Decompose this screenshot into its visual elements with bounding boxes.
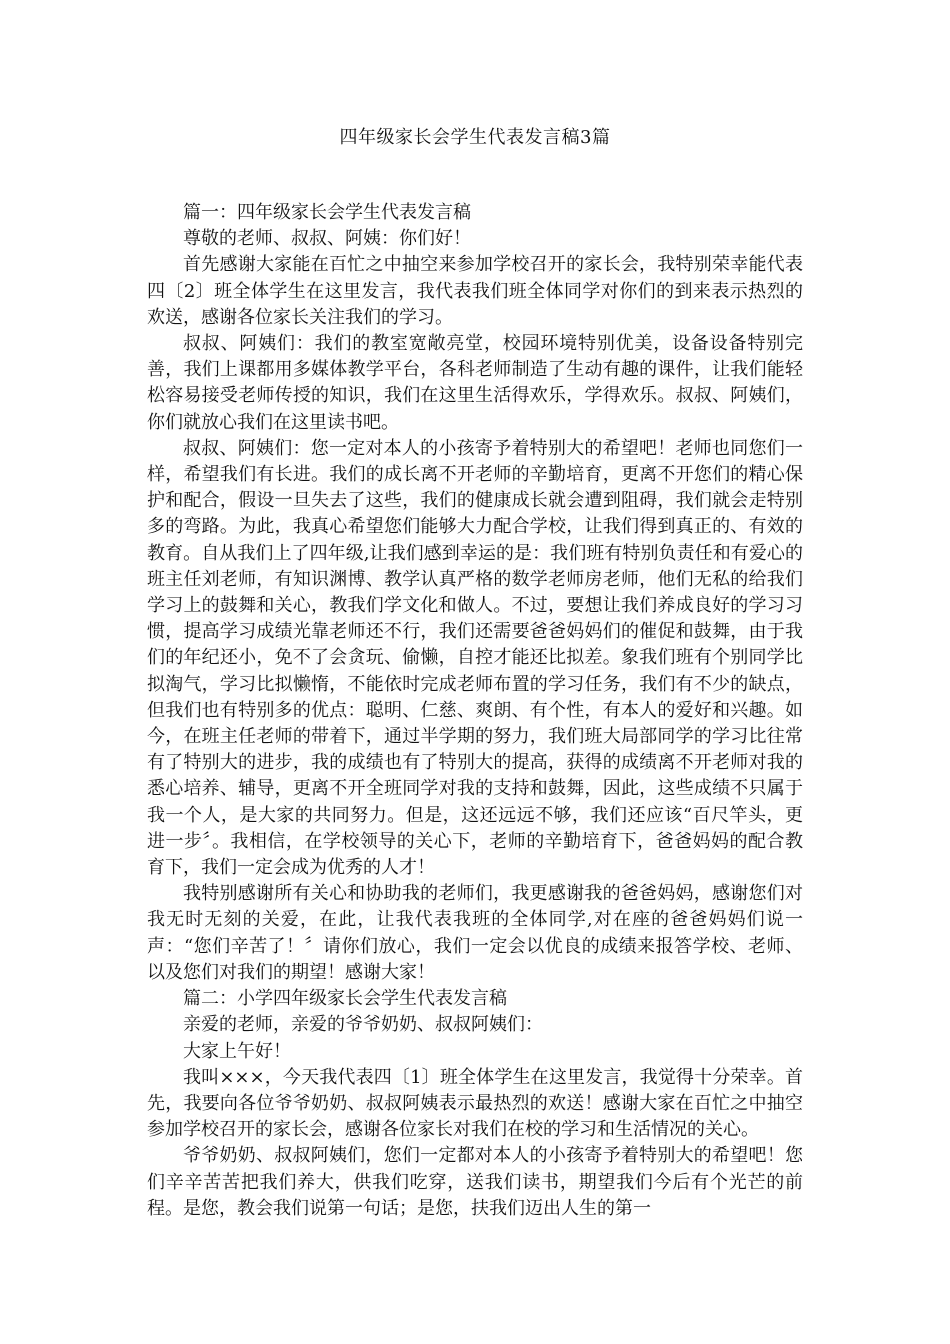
body-paragraph: 首先感谢大家能在百忙之中抽空来参加学校召开的家长会，我特别荣幸能代表四〔2〕班全体学生在这里发言，我代表我们班全体同学对你们的到来表示热烈的欢送，感谢各位家长关注我们的学习。 <box>147 254 803 328</box>
document-title: 四年级家长会学生代表发言稿3篇 <box>339 127 611 148</box>
body-paragraph: 我叫×××，今天我代表四〔1〕班全体学生在这里发言，我觉得十分荣幸。首先，我要向各位爷爷奶奶、叔叔阿姨表示最热烈的欢送！感谢大家在百忙之中抽空参加学校召开的家长会，感谢各位家长对我们在校的学习和生活情况的关心。 <box>147 1066 803 1141</box>
document-body <box>147 200 803 1222</box>
section-heading-1: 篇一：四年级家长会学生代表发言稿 <box>183 202 471 223</box>
section-heading-2: 篇二：小学四年级家长会学生代表发言稿 <box>183 988 507 1010</box>
body-paragraph: 我特别感谢所有关心和协助我的老师们，我更感谢我的爸爸妈妈，感谢您们对我无时无刻的关爱，在此，让我代表我班的全体同学,对在座的爸爸妈妈们说一声：“您们辛苦了！〞请你们放心，我们一定会以优良的成绩来报答学校、老师、以及您们对我们的期望！感谢大家！ <box>147 883 803 983</box>
salutation-1: 尊敬的老师、叔叔、阿姨：你们好！ <box>183 228 471 250</box>
greeting: 大家上午好！ <box>183 1040 291 1062</box>
body-paragraph: 叔叔、阿姨们：您一定对本人的小孩寄予着特别大的希望吧！老师也同您们一样，希望我们有长进。我们的成长离不开老师的辛勤培育，更离不开您们的精心保护和配合，假设一旦失去了这些，我们的健康成长就会遭到阻碍，我们就会走特别多的弯路。为此，我真心希望您们能够大力配合学校，让我们得到真正的、有效的教育。自从我们上了四年级,让我们感到幸运的是：我们班有特别负责任和有爱心的班主任刘老师，有知识渊博、教学认真严格的数学老师房老师，他们无私的给我们学习上的鼓舞和关心，教我们学文化和做人。不过，要想让我们养成良好的学习习惯，提高学习成绩光靠老师还不行，我们还需要爸爸妈妈们的催促和鼓舞，由于我们的年纪还小，免不了会贪玩、偷懒，自控才能还比拟差。象我们班有个别同学比拟淘气，学习比拟懒惰，不能依时完成老师布置的学习任务，我们有不少的缺点，但我们也有特别多的优点：聪明、仁慈、爽朗、有个性，有本人的爱好和兴趣。如今，在班主任老师的带着下，通过半学期的努力，我们班大局部同学的学习比往常有了特别大的进步，我的成绩也有了特别大的提高，获得的成绩离不开老师对我的悉心培养、辅导，更离不开全班同学对我的支持和鼓舞，因此，这些成绩不只属于我一个人，是大家的共同努力。但是，这还远远不够，我们还应该“百尺竿头，更进一步〞。我相信，在学校领导的关心下，老师的辛勤培育下，爸爸妈妈的配合教育下，我们一定会成为优秀的人才！ <box>147 437 803 879</box>
body-paragraph: 叔叔、阿姨们：我们的教室宽敞亮堂，校园环境特别优美，设备设备特别完善，我们上课都用多媒体教学平台，各科老师制造了生动有趣的课件，让我们能轻松容易接受老师传授的知识，我们在这里生活得欢乐，学得欢乐。叔叔、阿姨们，你们就放心我们在这里读书吧。 <box>147 333 803 433</box>
salutation-2: 亲爱的老师，亲爱的爷爷奶奶、叔叔阿姨们： <box>183 1014 543 1036</box>
body-paragraph: 爷爷奶奶、叔叔阿姨们，您们一定都对本人的小孩寄予着特别大的希望吧！您们辛辛苦苦把我们养大，供我们吃穿，送我们读书，期望我们今后有个光芒的前程。是您，教会我们说第一句话；是您，扶我们迈出人生的第一 <box>147 1145 803 1219</box>
